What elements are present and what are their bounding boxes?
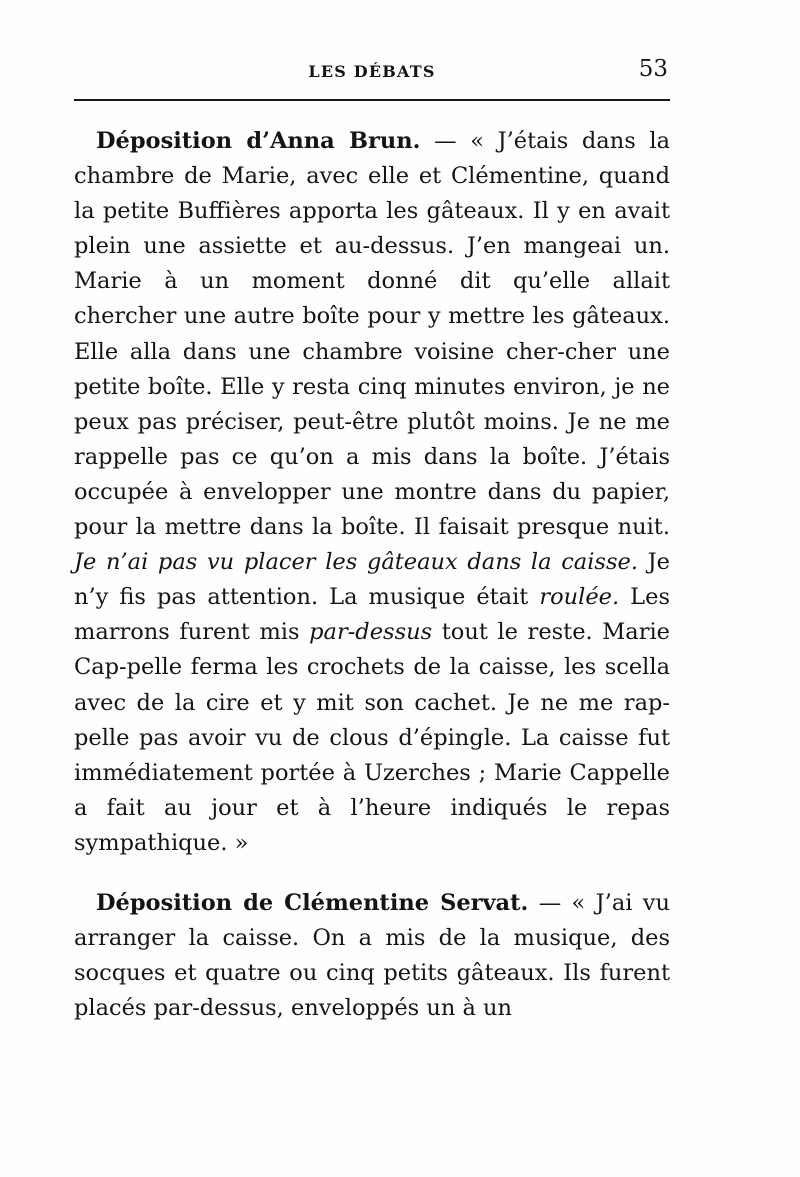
deposition-heading: Déposition d’Anna Brun. [96, 128, 421, 154]
emphasized-text: par-dessus [309, 619, 433, 646]
deposition-anna-brun [74, 124, 670, 861]
deposition-text: — « J’étais dans la chambre de Marie, avec elle et Clémentine, quand la petite Buffières apporta les gâteaux. Il y en avait plein une assiette et au-dessus. J’en mangeai un. Marie à un moment donné dit qu’elle allait chercher une autre boîte pour y mettre les gâteaux. Elle alla dans une chambre voisine cher-cher une petite boîte. Elle y resta cinq minutes environ, je ne peux pas préciser, peut-être plutôt moins. Je ne me rappelle pas ce qu’on a mis dans la boîte. J’étais occupée à envelopper une montre dans du papier, pour la mettre dans la boîte. Il faisait presque nuit. [74, 128, 670, 541]
body-text [74, 124, 670, 1026]
deposition-text: — « J’ai vu arranger la caisse. On a mis de la musique, des socques et quatre ou cinq petits gâteaux. Ils furent placés par-dessus, enveloppés un à un [74, 889, 670, 1022]
deposition-text: Les marrons furent mis [74, 584, 670, 646]
page-header [74, 56, 670, 88]
emphasized-text: roulée. [539, 584, 620, 611]
deposition-heading: Déposition de Clémentine Servat. [96, 889, 529, 916]
deposition-text: Je n’y fis pas attention. La musique était [74, 549, 670, 611]
emphasized-text: Je n’ai pas vu placer les gâteaux dans la caisse. [74, 549, 638, 576]
running-head: LES DÉBATS [308, 62, 436, 81]
header-rule [74, 99, 670, 101]
deposition-clementine-servat [74, 886, 670, 1026]
deposition-text: tout le reste. Marie Cap-pelle ferma les crochets de la caisse, les scella avec de la cire et y mit son cachet. Je ne me rap-pelle pas avoir vu de clous d’épingle. La caisse fut immédiatement portée à Uzerches ; Marie Cappelle a fait au jour et à l’heure indiqués le repas sympathique. » [74, 619, 670, 856]
page-number: 53 [638, 56, 668, 82]
